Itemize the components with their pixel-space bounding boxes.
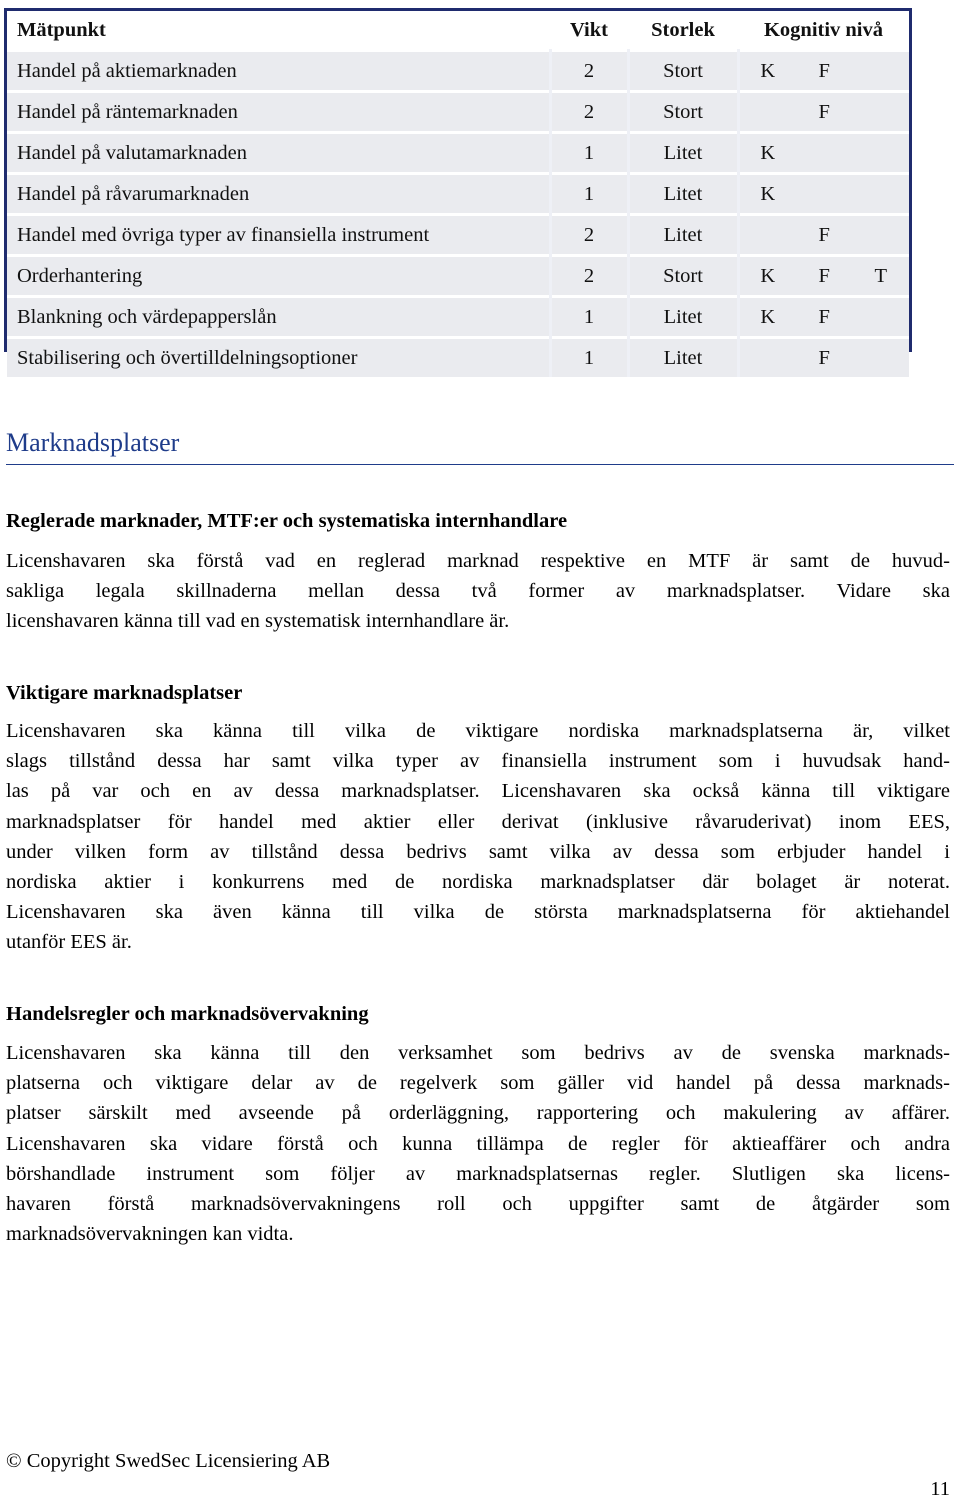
heading-viktigare-marknadsplatser: Viktigare marknadsplatser: [6, 682, 243, 704]
level-k: K: [760, 305, 776, 328]
table-row: [7, 51, 909, 92]
level-f: F: [818, 59, 830, 82]
paragraph-line: under vilken form av tillstånd dessa bedrivs samt vilka av dessa som erbjuder handel i: [6, 840, 950, 863]
paragraph-line: las på var och en av dessa marknadsplatser. Licenshavaren ska också känna till viktigare: [6, 780, 950, 803]
level-f: F: [818, 100, 830, 123]
cell-matpunkt: Stabilisering och övertilldelningsoptioner: [7, 338, 550, 378]
cell-storlek: Litet: [628, 133, 738, 174]
assessment-table-container: [4, 8, 912, 369]
cell-vikt: 2: [550, 92, 628, 133]
header-storlek: Storlek: [628, 11, 738, 51]
cell-vikt: 2: [550, 51, 628, 92]
paragraph-line: Licenshavaren ska känna till den verksamhet som bedrivs av de svenska marknads-: [6, 1042, 950, 1064]
table-row: [7, 338, 909, 378]
cell-matpunkt: Blankning och värdepapperslån: [7, 297, 550, 338]
paragraph-line: Licenshavaren ska även känna till vilka de största marknadsplatserna för aktiehandel: [6, 901, 950, 924]
table-row: [7, 174, 909, 215]
paragraph-line: slags tillstånd dessa har samt vilka typer av finansiella instrument som i huvudsak hand-: [6, 750, 950, 773]
level-k: K: [760, 182, 776, 205]
cell-storlek: Stort: [628, 92, 738, 133]
level-f: F: [818, 223, 830, 246]
table-row: [7, 215, 909, 256]
paragraph-line: Licenshavaren ska vidare förstå och kunna tillämpa de regler för aktieaffärer och andra: [6, 1132, 950, 1155]
paragraph-viktigare-marknadsplatser: [6, 716, 950, 958]
paragraph-line: Licenshavaren ska förstå vad en reglerad marknad respektive en MTF är samt de huvud-: [6, 550, 950, 572]
level-f: F: [818, 305, 830, 328]
heading-reglerade-marknader: Reglerade marknader, MTF:er och systematiska internhandlare: [6, 510, 568, 532]
cell-storlek: Litet: [628, 338, 738, 378]
paragraph-line: utanför EES är.: [6, 931, 132, 954]
cell-matpunkt: Handel på räntemarknaden: [7, 92, 550, 133]
level-k: K: [760, 264, 776, 287]
paragraph-line: sakliga legala skillnaderna mellan dessa två former av marknadsplatser. Vidare ska: [6, 580, 950, 603]
cell-kognitiv-niva: [738, 174, 909, 215]
paragraph-line: havaren förstå marknadsövervakningens roll och uppgifter samt de åtgärder som: [6, 1193, 950, 1216]
copyright-footer: © Copyright SwedSec Licensiering AB: [6, 1450, 331, 1472]
cell-storlek: Stort: [628, 51, 738, 92]
table-body: [7, 51, 909, 378]
header-matpunkt: Mätpunkt: [7, 11, 550, 51]
cell-vikt: 1: [550, 338, 628, 378]
cell-kognitiv-niva: [738, 256, 909, 297]
level-f: F: [818, 264, 830, 287]
cell-storlek: Litet: [628, 215, 738, 256]
cell-matpunkt: Handel med övriga typer av finansiella instrument: [7, 215, 550, 256]
table-row: [7, 92, 909, 133]
cell-vikt: 1: [550, 297, 628, 338]
cell-vikt: 1: [550, 133, 628, 174]
level-k: K: [760, 141, 776, 164]
paragraph-line: marknadsplatser för handel med aktier eller derivat (inklusive råvaruderivat) inom EES,: [6, 810, 950, 833]
cell-kognitiv-niva: [738, 51, 909, 92]
cell-kognitiv-niva: [738, 297, 909, 338]
cell-storlek: Litet: [628, 297, 738, 338]
paragraph-line: börshandlade instrument som följer av marknadsplatsernas regler. Slutligen ska licens-: [6, 1162, 950, 1185]
cell-kognitiv-niva: [738, 338, 909, 378]
header-kognitiv-niva: Kognitiv nivå: [738, 11, 909, 51]
cell-matpunkt: Orderhantering: [7, 256, 550, 297]
paragraph-line: platser särskilt med avseende på orderläggning, rapportering och makulering av affärer.: [6, 1102, 950, 1125]
table-header-row: [7, 11, 909, 51]
heading-handelsregler: Handelsregler och marknadsövervakning: [6, 1003, 369, 1025]
cell-kognitiv-niva: [738, 215, 909, 256]
level-f: F: [818, 346, 830, 369]
paragraph-line: nordiska aktier i konkurrens med de nordiska marknadsplatser där bolaget är noterat.: [6, 871, 950, 894]
cell-matpunkt: Handel på råvarumarknaden: [7, 174, 550, 215]
cell-matpunkt: Handel på aktiemarknaden: [7, 51, 550, 92]
paragraph-handelsregler: [6, 1038, 950, 1249]
paragraph-line: licenshavaren känna till vad en systematisk internhandlare är.: [6, 610, 510, 633]
cell-vikt: 1: [550, 174, 628, 215]
table-row: [7, 297, 909, 338]
cell-kognitiv-niva: [738, 133, 909, 174]
table-row: [7, 256, 909, 297]
cell-kognitiv-niva: [738, 92, 909, 133]
assessment-table: [7, 11, 909, 377]
paragraph-line: marknadsövervakningen kan vidta.: [6, 1223, 294, 1246]
cell-storlek: Litet: [628, 174, 738, 215]
paragraph-line: Licenshavaren ska känna till vilka de viktigare nordiska marknadsplatserna är, vilket: [6, 720, 950, 742]
table-row: [7, 133, 909, 174]
level-t: T: [874, 264, 888, 287]
cell-vikt: 2: [550, 215, 628, 256]
section-title: Marknadsplatser: [6, 428, 954, 465]
cell-vikt: 2: [550, 256, 628, 297]
level-k: K: [760, 59, 776, 82]
cell-matpunkt: Handel på valutamarknaden: [7, 133, 550, 174]
cell-storlek: Stort: [628, 256, 738, 297]
paragraph-reglerade-marknader: [6, 546, 950, 637]
paragraph-line: platserna och viktigare delar av de regelverk som gäller vid handel på dessa marknads-: [6, 1072, 950, 1095]
header-vikt: Vikt: [550, 11, 628, 51]
page-number: 11: [930, 1478, 950, 1500]
